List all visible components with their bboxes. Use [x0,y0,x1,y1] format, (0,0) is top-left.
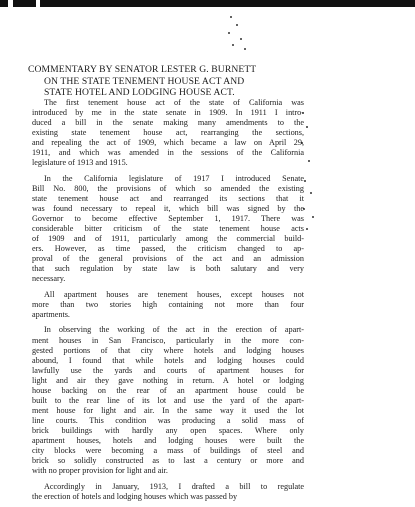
text-line: legislature of 1913 and 1915. [32,158,128,168]
text-line: line courts. This condition was producing a solid mass of [32,415,304,425]
text-line: 1911, and which was amended in the sessions of the California [32,148,304,158]
page-top-edge-gap [8,0,13,7]
text-line: introduced by me in the state senate in 1909. In 1911 I intro- [32,108,304,118]
text-line: All apartment houses are tenement houses, except houses not [44,289,304,299]
page-top-edge-gap [36,0,40,7]
text-line: ment house for light and air. In the same way it used the lot [32,405,304,415]
text-line: ment houses in San Francisco, particularly in the more con- [32,335,304,345]
text-line: that such regulation by state law is both salutary and very [32,264,304,274]
text-line: house backing on the rear of an apartment house could be [32,385,304,395]
paragraph [32,325,304,476]
paragraph [32,174,304,285]
text-line: necessary. [32,274,66,284]
text-line: more than two stories high containing not more than four [32,299,304,309]
text-line: city blocks were becoming a mass of buildings of steel and [32,446,304,456]
text-line: Governor to become effective September 1, 1917. There was [32,214,304,224]
text-line: Accordingly in January, 1913, I drafted a bill to regulate [44,481,304,491]
title-line: COMMENTARY BY SENATOR LESTER G. BURNETT [28,64,257,75]
text-line: Bill No. 800, the provisions of which so amended the existing [32,183,304,193]
page-top-edge [0,0,415,7]
document-title [28,64,398,99]
text-line: the erection of hotels and lodging houses which was passed by [32,491,238,501]
paragraph [32,290,304,320]
paragraph [32,482,304,502]
text-line: duced a bill in the senate making many amendments to the [32,118,304,128]
text-line: state tenement house act and rearranged its sections that it [32,193,304,203]
title-line: ON THE STATE TENEMENT HOUSE ACT AND [44,75,245,87]
text-line: brick buildings with hardly any open spaces. Where only [32,425,304,435]
text-line: of 1909 and of 1911, particularly among the commercial build- [32,234,304,244]
title-line: STATE HOTEL AND LODGING HOUSE ACT. [44,87,235,98]
text-line: was found necessary to repeal it, which bill was signed by the [32,203,304,213]
text-line: built to the rear line of its lot and use the yard of the apart- [32,395,304,405]
text-line: gested portions of that city where hotels and lodging houses [32,345,304,355]
text-line: considerable bitter criticism of the state tenement house acts [32,224,304,234]
text-line: light and air they gave nothing in return. A hotel or lodging [32,375,304,385]
text-line: apartments. [32,309,70,319]
text-line: lawfully use the yards and courts of apartment houses for [32,365,304,375]
text-line: and repealing the act of 1909, which became a law on April 29, [32,138,304,148]
text-line: existing state tenement house act, rearranging the sections, [32,128,304,138]
text-line: apartment houses, hotels and lodging houses were built the [32,436,304,445]
text-line: In the California legislature of 1917 I introduced Senate [44,173,304,183]
text-line: The first tenement house act of the state of California was [44,98,304,107]
text-line: with no proper provision for light and air. [32,466,168,476]
text-line: In observing the working of the act in the erection of apart- [44,325,304,335]
scan-specks [222,14,252,54]
text-line: proval of the general provisions of the act and an admission [32,254,304,264]
text-line: abound, I found that while hotels and lodging houses could [32,355,304,365]
text-line: ers. However, as time passed, the criticism changed to ap- [32,244,304,254]
text-line: brick so solidly constructed as to last a century or more and [32,456,304,466]
document-body [32,98,304,507]
paragraph [32,98,304,168]
